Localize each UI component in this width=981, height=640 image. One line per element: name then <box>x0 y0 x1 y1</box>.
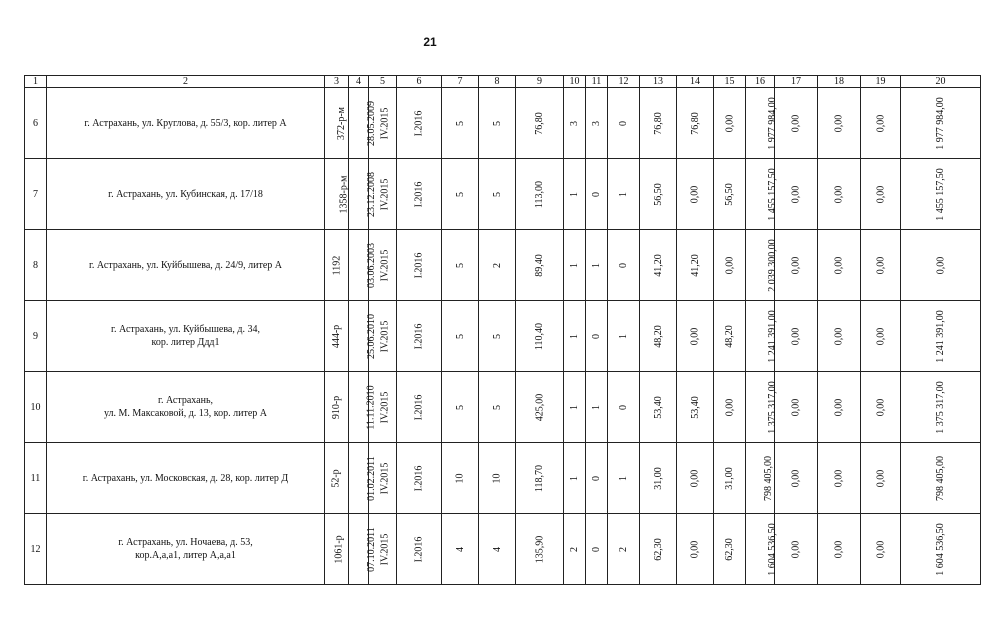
column-header-7: 7 <box>442 76 479 88</box>
cell-value: 0,00 <box>790 114 802 132</box>
cell-value: 0,00 <box>833 114 845 132</box>
cell-c6 <box>397 301 442 372</box>
cell-c14 <box>677 443 714 514</box>
cell-c4 <box>349 443 377 514</box>
cell-value: 0 <box>591 191 602 197</box>
cell-c8 <box>479 372 516 443</box>
cell-value: 0,00 <box>875 114 886 132</box>
cell-c11 <box>586 159 608 230</box>
column-header-13: 13 <box>640 76 677 88</box>
cell-c15 <box>714 88 746 159</box>
cell-value: 0,00 <box>790 256 802 274</box>
cell-c15 <box>714 159 746 230</box>
cell-c11 <box>586 443 608 514</box>
column-header-2: 2 <box>47 76 325 88</box>
cell-value: I.2016 <box>413 536 425 562</box>
header-row <box>25 76 981 88</box>
cell-c11 <box>586 372 608 443</box>
address-cell: г. Астрахань, ул. Московская, д. 28, кор. литер Д <box>47 443 325 514</box>
cell-c19 <box>861 88 901 159</box>
cell-value: 1 977 984,00 <box>766 96 778 150</box>
cell-c9 <box>516 372 564 443</box>
cell-c11 <box>586 88 608 159</box>
cell-c20 <box>901 88 981 159</box>
cell-value: 0,00 <box>833 469 845 487</box>
cell-c6 <box>397 443 442 514</box>
cell-value: 1 <box>569 262 580 268</box>
cell-c7 <box>442 372 479 443</box>
cell-c8 <box>479 301 516 372</box>
cell-value: 23.12.2008 <box>366 171 377 217</box>
cell-value: 10 <box>454 473 466 483</box>
cell-c6 <box>397 159 442 230</box>
cell-value: 2 <box>618 546 629 552</box>
table-row <box>25 88 981 159</box>
table-row <box>25 443 981 514</box>
cell-value: 89,40 <box>534 253 545 277</box>
cell-value: 0,00 <box>689 185 701 203</box>
cell-c7 <box>442 301 479 372</box>
column-header-17: 17 <box>775 76 818 88</box>
row-number-cell: 9 <box>25 301 47 372</box>
cell-value: 910-р <box>331 395 343 419</box>
cell-c7 <box>442 230 479 301</box>
cell-value: 1 <box>569 404 580 410</box>
cell-c7 <box>442 443 479 514</box>
cell-c18 <box>818 88 861 159</box>
cell-c12 <box>608 372 640 443</box>
table-body <box>25 88 981 585</box>
cell-c20 <box>901 159 981 230</box>
cell-value: 1 <box>569 191 580 197</box>
cell-value: 0,00 <box>833 398 845 416</box>
cell-value: 5 <box>491 191 503 197</box>
column-header-4: 4 <box>349 76 369 88</box>
cell-value: 01.02.2011 <box>365 455 377 501</box>
column-header-5: 5 <box>369 76 397 88</box>
cell-c17 <box>775 88 818 159</box>
cell-c8 <box>479 88 516 159</box>
cell-c14 <box>677 88 714 159</box>
cell-c13 <box>640 159 677 230</box>
cell-value: 1 <box>591 262 602 268</box>
cell-value: 03.06.2003 <box>366 242 377 288</box>
cell-value: 25.06.2010 <box>366 313 377 359</box>
cell-value: 76,80 <box>689 111 701 135</box>
cell-value: 0 <box>591 333 602 339</box>
table-row <box>25 301 981 372</box>
cell-value: 5 <box>454 404 466 410</box>
cell-c11 <box>586 514 608 585</box>
cell-c12 <box>608 514 640 585</box>
cell-c6 <box>397 514 442 585</box>
cell-value: 0,00 <box>935 256 946 274</box>
cell-value: 1 455 157,50 <box>935 167 946 221</box>
cell-value: 62,30 <box>652 537 664 561</box>
cell-c9 <box>516 301 564 372</box>
cell-c13 <box>640 514 677 585</box>
cell-value: 0,00 <box>875 469 886 487</box>
cell-value: 76,80 <box>534 111 545 135</box>
cell-value: 0 <box>591 546 602 552</box>
cell-c15 <box>714 514 746 585</box>
cell-value: 41,20 <box>652 253 664 277</box>
cell-value: 48,20 <box>724 324 735 348</box>
cell-c16 <box>746 301 778 372</box>
cell-value: 1192 <box>330 255 342 275</box>
cell-c13 <box>640 230 677 301</box>
column-header-1: 1 <box>25 76 47 88</box>
cell-value: 07.10.2011 <box>365 526 377 572</box>
cell-value: 0,00 <box>790 185 802 203</box>
row-number-cell: 10 <box>25 372 47 443</box>
cell-c12 <box>608 88 640 159</box>
cell-c12 <box>608 159 640 230</box>
cell-c10 <box>564 372 586 443</box>
cell-value: 372-р-м <box>336 106 347 140</box>
cell-value: I.2016 <box>413 465 425 491</box>
cell-value: 76,80 <box>652 111 664 135</box>
cell-c19 <box>861 230 901 301</box>
column-header-9: 9 <box>516 76 564 88</box>
cell-value: 0,00 <box>724 398 735 416</box>
cell-value: 0,00 <box>724 114 735 132</box>
cell-c17 <box>775 514 818 585</box>
cell-c13 <box>640 301 677 372</box>
cell-c8 <box>479 159 516 230</box>
cell-value: 2 <box>569 546 580 552</box>
cell-value: 1 375 317,00 <box>935 380 946 434</box>
cell-c10 <box>564 301 586 372</box>
cell-value: I.2016 <box>413 181 425 207</box>
cell-value: 0,00 <box>790 398 802 416</box>
cell-c4 <box>349 301 377 372</box>
cell-c6 <box>397 88 442 159</box>
cell-c7 <box>442 514 479 585</box>
cell-value: 798 405,00 <box>763 455 774 501</box>
cell-c3 <box>325 514 349 585</box>
cell-value: 1 604 536,50 <box>766 522 778 576</box>
cell-value: 135,90 <box>534 535 545 563</box>
cell-c9 <box>516 443 564 514</box>
cell-c4 <box>349 372 377 443</box>
cell-c20 <box>901 514 981 585</box>
cell-value: 0,00 <box>724 256 735 274</box>
address-cell: г. Астрахань, ул. Ночаева, д. 53, кор.А,а,а1, литер А,а,а1 <box>47 514 325 585</box>
cell-value: 3 <box>591 120 602 126</box>
cell-value: 41,20 <box>689 253 701 277</box>
row-number-cell: 11 <box>25 443 47 514</box>
cell-value: 2 039 300,00 <box>766 238 778 292</box>
cell-value: 0,00 <box>875 327 886 345</box>
column-header-11: 11 <box>586 76 608 88</box>
cell-value: IV.2015 <box>379 462 391 494</box>
cell-value: 0,00 <box>833 185 845 203</box>
cell-c3 <box>325 230 349 301</box>
cell-value: 118,70 <box>533 464 545 492</box>
cell-c16 <box>746 514 778 585</box>
column-header-16: 16 <box>746 76 775 88</box>
cell-c19 <box>861 301 901 372</box>
cell-value: 31,00 <box>724 466 735 490</box>
cell-value: 28.05.2009 <box>366 100 377 146</box>
cell-value: 1 455 157,50 <box>766 167 778 221</box>
cell-value: 1 375 317,00 <box>766 380 778 434</box>
row-number-cell: 8 <box>25 230 47 301</box>
cell-c10 <box>564 88 586 159</box>
cell-c4 <box>349 514 377 585</box>
column-header-19: 19 <box>861 76 901 88</box>
cell-value: 0,00 <box>689 540 701 558</box>
cell-c18 <box>818 514 861 585</box>
table-row <box>25 372 981 443</box>
cell-value: 0,00 <box>875 398 886 416</box>
cell-value: 0,00 <box>833 540 845 558</box>
cell-c16 <box>746 443 775 514</box>
cell-value: 0,00 <box>875 185 886 203</box>
cell-value: 1 604 536,50 <box>935 522 946 576</box>
cell-c8 <box>479 514 516 585</box>
cell-c9 <box>516 159 564 230</box>
column-header-12: 12 <box>608 76 640 88</box>
cell-value: I.2016 <box>413 252 425 278</box>
cell-value: IV.2015 <box>379 320 391 352</box>
cell-c17 <box>775 372 818 443</box>
cell-c3 <box>325 301 349 372</box>
cell-c17 <box>775 443 818 514</box>
cell-value: 5 <box>454 262 466 268</box>
cell-c19 <box>861 372 901 443</box>
cell-c10 <box>564 159 586 230</box>
cell-c3 <box>325 372 349 443</box>
cell-value: 113,00 <box>533 180 545 208</box>
cell-c20 <box>901 372 981 443</box>
column-header-8: 8 <box>479 76 516 88</box>
cell-c15 <box>714 443 746 514</box>
cell-c17 <box>775 230 818 301</box>
column-header-18: 18 <box>818 76 861 88</box>
cell-value: 0,00 <box>790 540 802 558</box>
cell-value: 1061-р <box>333 534 345 564</box>
cell-c12 <box>608 301 640 372</box>
cell-value: IV.2015 <box>379 178 391 210</box>
cell-value: IV.2015 <box>379 391 391 423</box>
address-cell: г. Астрахань, ул. Кубинская, д. 17/18 <box>47 159 325 230</box>
address-cell: г. Астрахань, ул. М. Максаковой, д. 13, кор. литер А <box>47 372 325 443</box>
cell-value: 0,00 <box>689 469 701 487</box>
column-header-6: 6 <box>397 76 442 88</box>
cell-c16 <box>746 88 778 159</box>
cell-value: 5 <box>454 191 466 197</box>
cell-c11 <box>586 301 608 372</box>
cell-value: 0,00 <box>689 327 701 345</box>
cell-c9 <box>516 230 564 301</box>
cell-c18 <box>818 372 861 443</box>
data-table <box>24 75 981 585</box>
cell-value: 1 <box>569 475 580 481</box>
cell-value: 0,00 <box>790 469 802 487</box>
cell-c10 <box>564 230 586 301</box>
cell-value: 1 241 391,00 <box>935 309 946 363</box>
cell-c18 <box>818 159 861 230</box>
cell-value: I.2016 <box>413 394 425 420</box>
cell-value: 4 <box>491 546 503 552</box>
cell-value: 0 <box>591 475 602 481</box>
cell-value: 1 <box>591 404 602 410</box>
cell-value: 110,40 <box>533 322 545 350</box>
cell-c9 <box>516 88 564 159</box>
cell-c19 <box>861 159 901 230</box>
cell-value: 1 <box>569 333 580 339</box>
cell-value: 1 <box>618 333 629 339</box>
cell-c4 <box>349 88 377 159</box>
cell-c20 <box>901 443 981 514</box>
cell-c13 <box>640 443 677 514</box>
cell-value: 10 <box>491 473 503 483</box>
cell-c15 <box>714 372 746 443</box>
table-row <box>25 230 981 301</box>
cell-c20 <box>901 301 981 372</box>
cell-value: 0,00 <box>833 256 845 274</box>
cell-value: I.2016 <box>413 323 425 349</box>
cell-value: 53,40 <box>689 395 701 419</box>
cell-value: 0,00 <box>875 540 886 558</box>
cell-c18 <box>818 443 861 514</box>
cell-c10 <box>564 514 586 585</box>
cell-value: IV.2015 <box>379 249 391 281</box>
cell-c7 <box>442 88 479 159</box>
cell-value: 444-р <box>331 324 343 348</box>
cell-c10 <box>564 443 586 514</box>
cell-c17 <box>775 159 818 230</box>
column-header-20: 20 <box>901 76 981 88</box>
cell-c15 <box>714 230 746 301</box>
cell-value: 62,30 <box>724 537 735 561</box>
cell-value: IV.2015 <box>379 533 391 565</box>
cell-value: 2 <box>491 262 503 268</box>
cell-c12 <box>608 443 640 514</box>
column-header-3: 3 <box>325 76 349 88</box>
cell-value: 5 <box>454 333 466 339</box>
cell-value: 52-р <box>331 468 342 488</box>
cell-c8 <box>479 230 516 301</box>
cell-c15 <box>714 301 746 372</box>
cell-value: 5 <box>454 120 466 126</box>
address-cell: г. Астрахань, ул. Куйбышева, д. 24/9, литер А <box>47 230 325 301</box>
address-cell: г. Астрахань, ул. Круглова, д. 55/3, кор. литер А <box>47 88 325 159</box>
cell-value: 0 <box>618 404 629 410</box>
cell-value: 0 <box>618 120 629 126</box>
cell-value: 1 <box>618 191 629 197</box>
cell-value: 798 405,00 <box>935 455 946 501</box>
cell-value: 48,20 <box>652 324 664 348</box>
cell-c17 <box>775 301 818 372</box>
cell-c14 <box>677 372 714 443</box>
cell-c3 <box>325 443 349 514</box>
cell-c19 <box>861 443 901 514</box>
cell-c4 <box>349 230 377 301</box>
cell-value: 56,50 <box>724 182 735 206</box>
column-header-15: 15 <box>714 76 746 88</box>
cell-value: 425,00 <box>534 393 545 421</box>
cell-c14 <box>677 301 714 372</box>
cell-value: 5 <box>491 333 503 339</box>
column-header-10: 10 <box>564 76 586 88</box>
cell-value: 11.11.2010 <box>365 384 377 430</box>
cell-value: 31,00 <box>652 466 664 490</box>
cell-c3 <box>325 159 349 230</box>
cell-c12 <box>608 230 640 301</box>
cell-c14 <box>677 230 714 301</box>
address-cell: г. Астрахань, ул. Куйбышева, д. 34, кор. литер Ддд1 <box>47 301 325 372</box>
cell-value: 1 <box>618 475 629 481</box>
cell-c20 <box>901 230 981 301</box>
row-number-cell: 12 <box>25 514 47 585</box>
cell-c13 <box>640 372 677 443</box>
cell-c3 <box>325 88 349 159</box>
cell-value: 53,40 <box>652 395 664 419</box>
cell-value: 5 <box>491 120 503 126</box>
table-row <box>25 514 981 585</box>
cell-value: 0,00 <box>875 256 886 274</box>
cell-value: 0 <box>618 262 629 268</box>
table-row <box>25 159 981 230</box>
cell-c6 <box>397 372 442 443</box>
cell-c6 <box>397 230 442 301</box>
cell-value: 0,00 <box>833 327 845 345</box>
row-number-cell: 7 <box>25 159 47 230</box>
cell-value: 1 241 391,00 <box>766 309 778 363</box>
cell-c9 <box>516 514 564 585</box>
page-number: 21 <box>423 35 437 49</box>
cell-c16 <box>746 230 778 301</box>
cell-value: 5 <box>491 404 503 410</box>
cell-c19 <box>861 514 901 585</box>
cell-c11 <box>586 230 608 301</box>
cell-value: 1 977 984,00 <box>935 96 946 150</box>
row-number-cell: 6 <box>25 88 47 159</box>
cell-value: 0,00 <box>790 327 802 345</box>
cell-value: 1358-р-м <box>338 175 350 213</box>
cell-value: I.2016 <box>413 110 425 136</box>
cell-c13 <box>640 88 677 159</box>
cell-value: IV.2015 <box>379 107 391 139</box>
cell-c16 <box>746 159 778 230</box>
cell-c18 <box>818 301 861 372</box>
cell-c18 <box>818 230 861 301</box>
column-header-14: 14 <box>677 76 714 88</box>
cell-value: 4 <box>454 546 466 552</box>
cell-value: 3 <box>569 120 580 126</box>
cell-c14 <box>677 514 714 585</box>
cell-c7 <box>442 159 479 230</box>
cell-c8 <box>479 443 516 514</box>
cell-value: 56,50 <box>652 182 664 206</box>
cell-c14 <box>677 159 714 230</box>
cell-c16 <box>746 372 778 443</box>
cell-c4 <box>349 159 377 230</box>
